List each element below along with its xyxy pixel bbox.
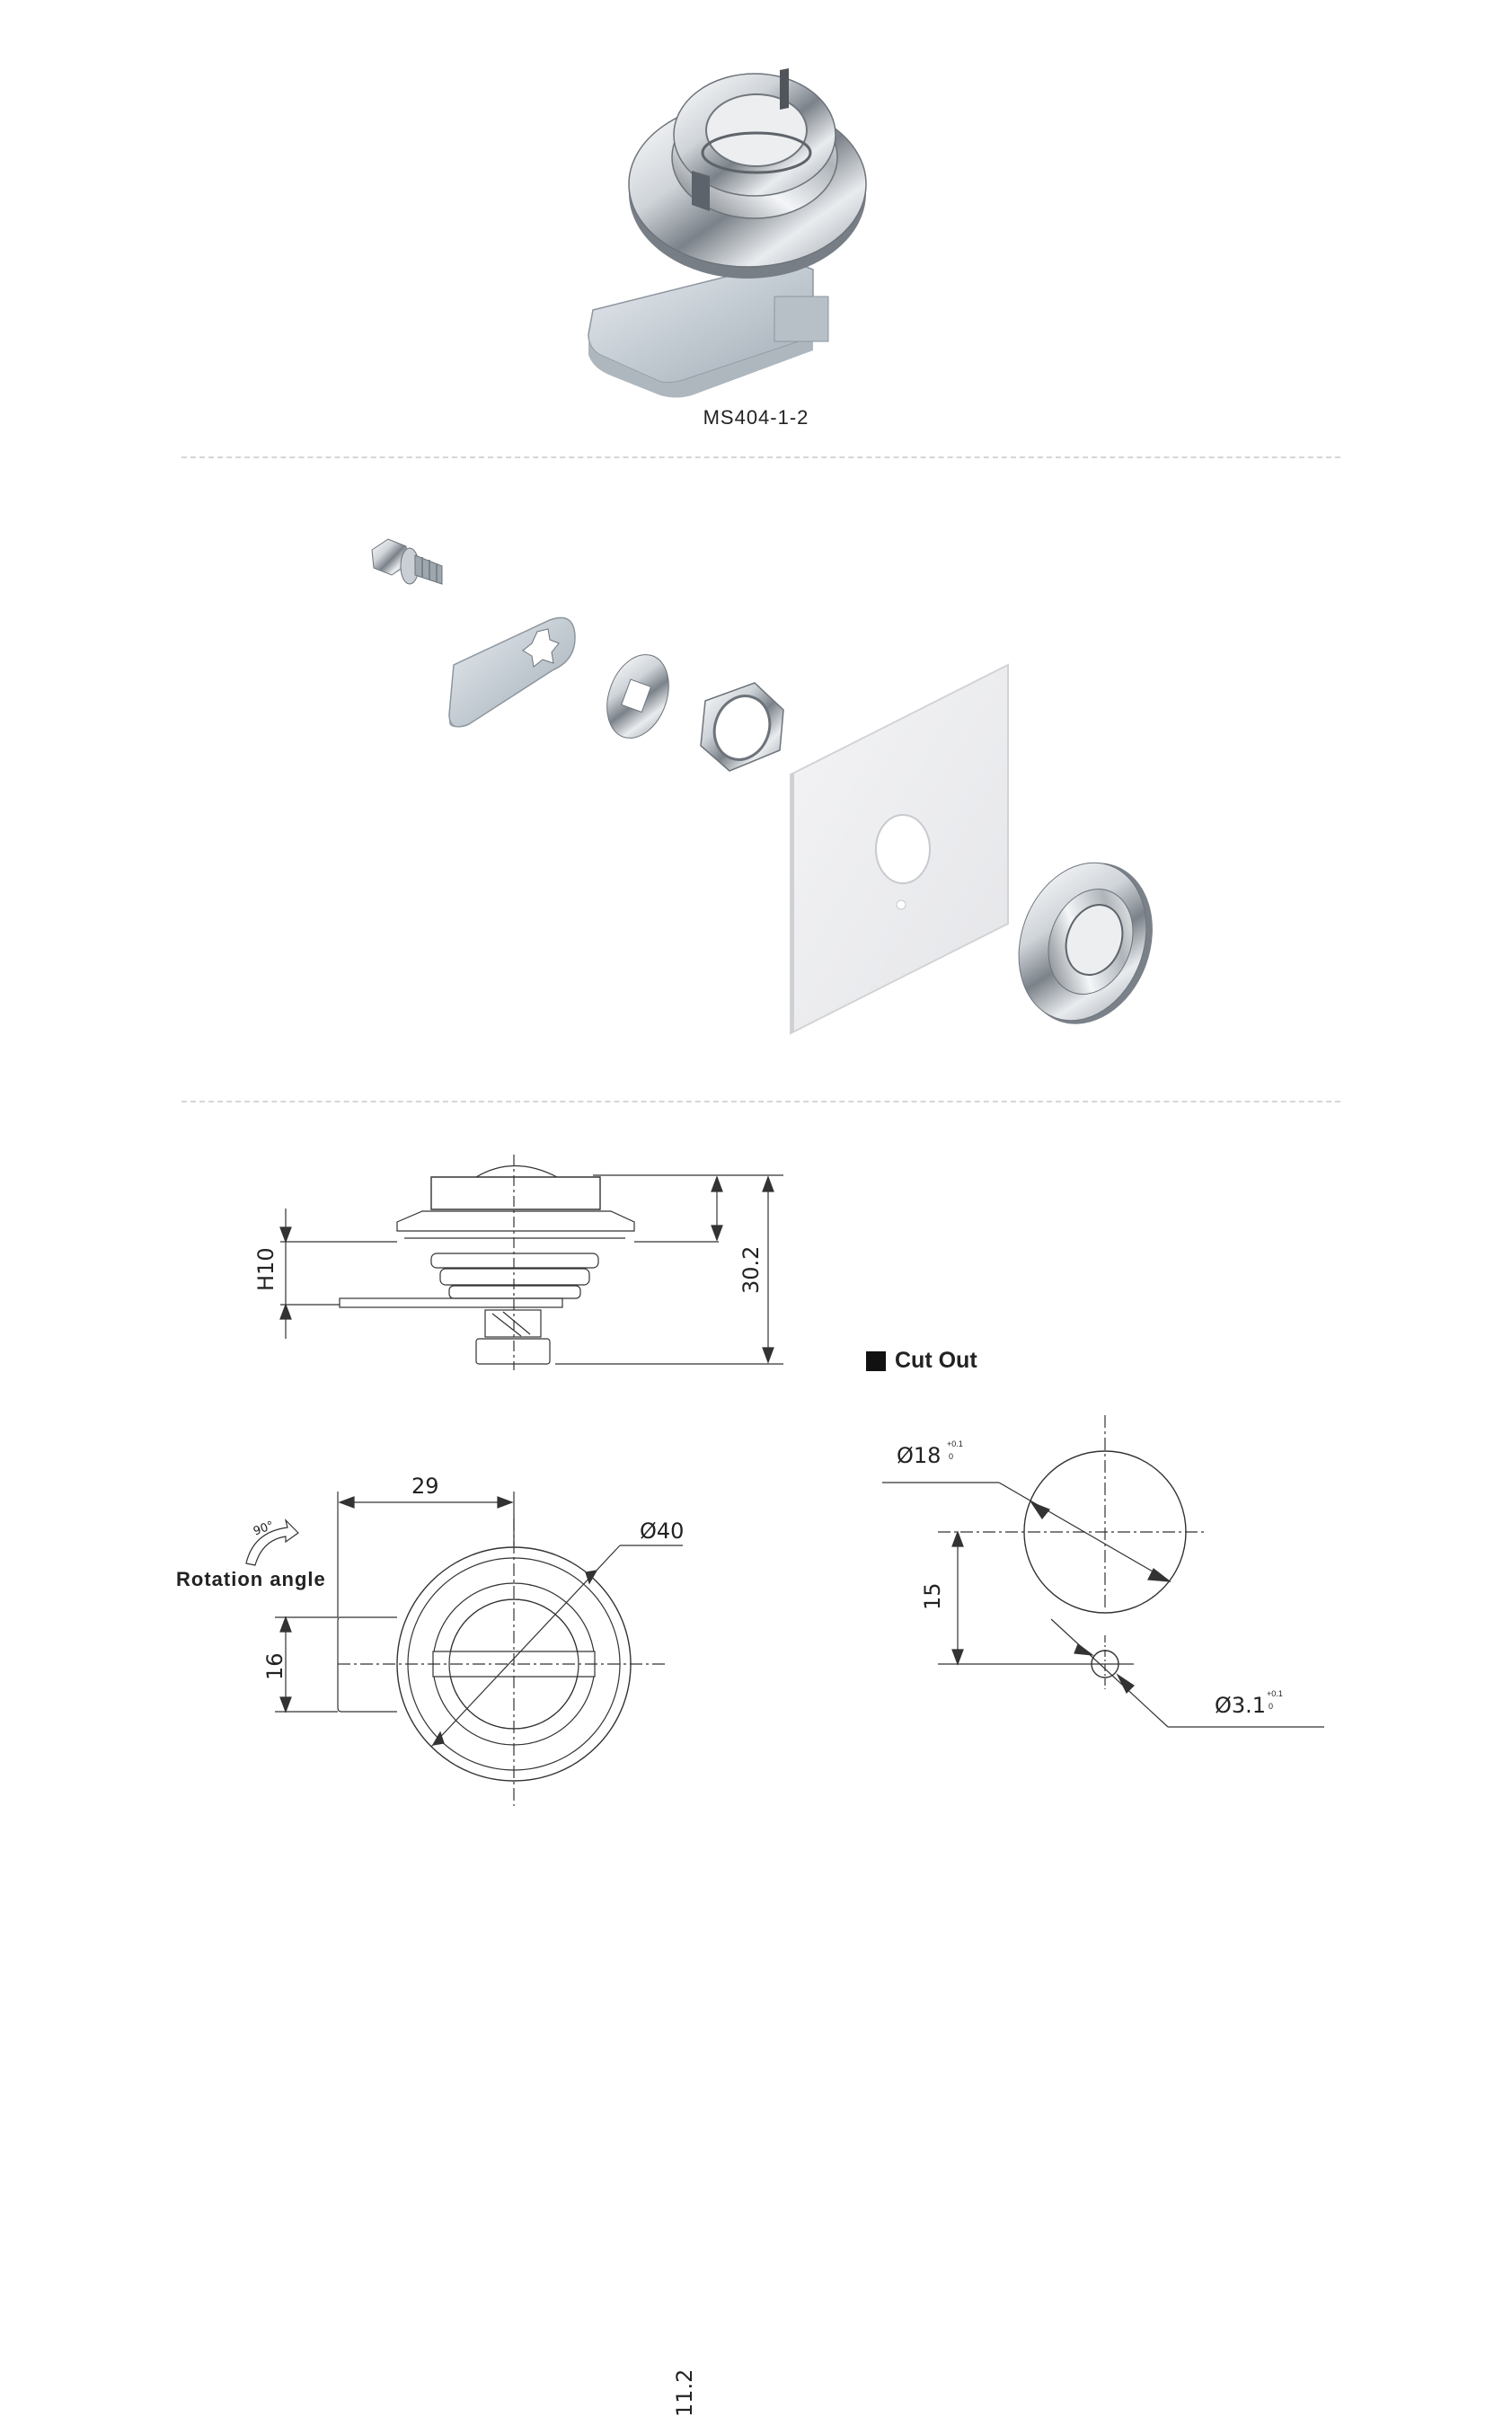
rotation-angle-label: Rotation angle [176,1568,326,1590]
product-model-caption: MS404-1-2 [703,406,809,429]
cut-out-drawing [882,1415,1324,1727]
cut-main-hole-dim [897,1439,963,1469]
cut-pin-hole-dim [1215,1689,1283,1719]
dim-total-height-label: 30.2 [738,1245,764,1294]
side-view-drawing [280,1155,783,1370]
cut-main-hole-tol-upper: +0.1 [947,1439,963,1448]
dim-diameter: Ø40 [640,1518,685,1544]
dim-cam-width-label: 16 [262,1652,287,1680]
cut-out-title [866,1348,977,1374]
cut-main-hole-label: Ø18 [897,1443,942,1468]
cut-pin-hole-tol-upper: +0.1 [1267,1689,1283,1698]
cut-out-title-text: Cut Out [895,1348,977,1373]
cut-main-hole-tol-lower: 0 [949,1452,954,1461]
dim-head-height-label: 11.2 [672,2368,697,2417]
rotation-value: 90° [252,1518,276,1539]
dim-cam-reach: 29 [411,1474,439,1499]
cut-out-square-icon [866,1351,886,1371]
front-view-drawing [246,1492,683,1806]
cut-pin-hole-tol-lower: 0 [1269,1702,1274,1711]
dim-thread-label: H10 [253,1247,279,1291]
cut-spacing-label: 15 [920,1582,945,1610]
cut-pin-hole-label: Ø3.1 [1215,1693,1267,1718]
